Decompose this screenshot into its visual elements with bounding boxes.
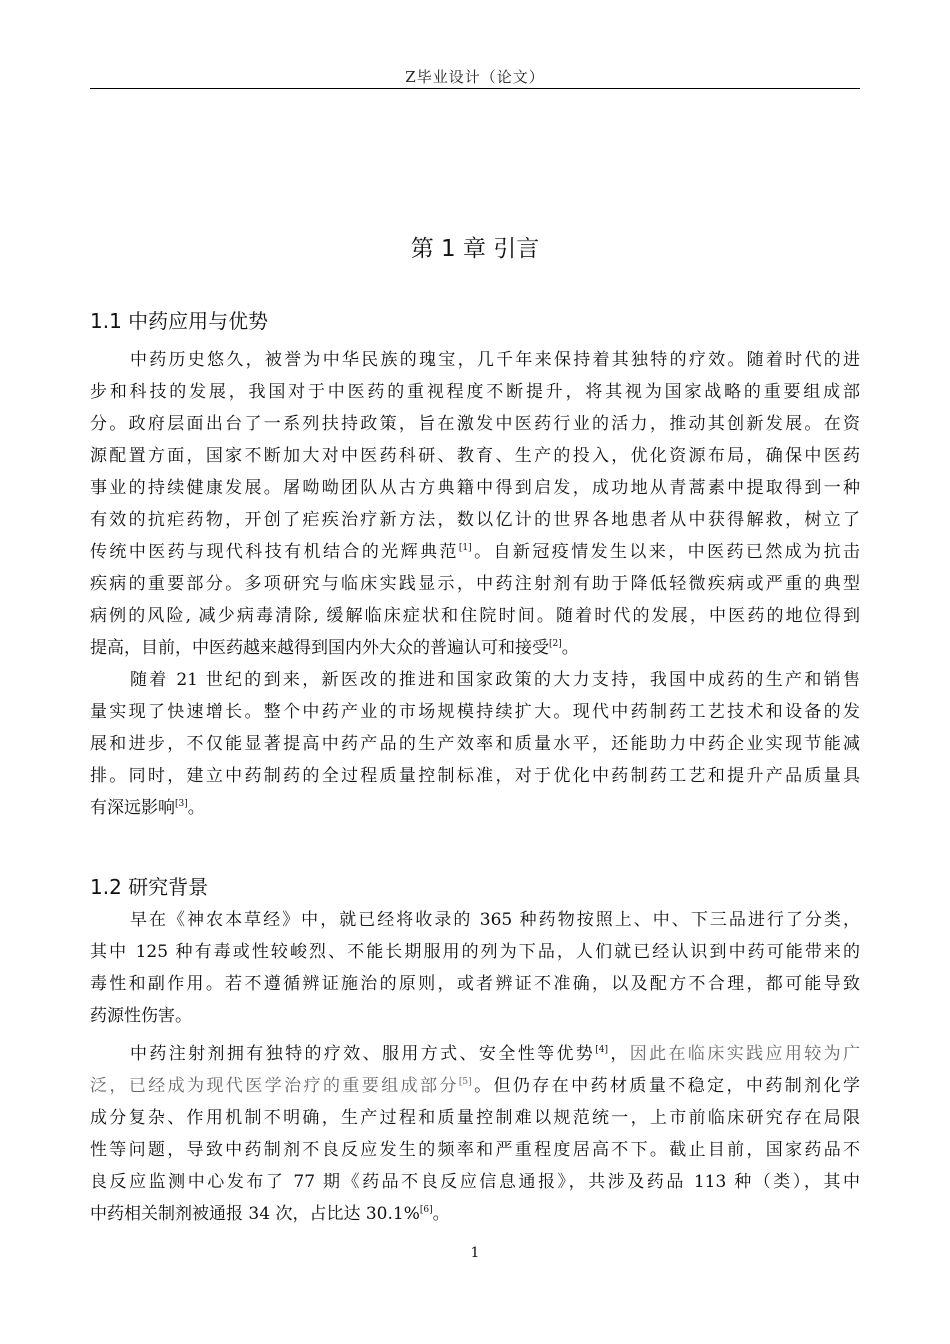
text-segment: 。 — [432, 1204, 450, 1224]
text-line — [90, 568, 860, 600]
text-segment: 中药相关制剂被通报 34 次，占比达 30.1% — [90, 1204, 420, 1224]
section-heading-1-1: 1.1 中药应用与优势 — [90, 309, 269, 333]
text-segment: 早在《神农本草经》中，就已经将收录的 365 种药物按照上、中、下三品进行了分类， — [130, 910, 860, 930]
text-line — [90, 1166, 860, 1198]
text-line — [90, 936, 860, 968]
text-segment: 分。政府层面出台了一系列扶持政策，旨在激发中医药行业的活力，推动其创新发展。在资 — [90, 414, 860, 434]
chapter-title: 第 1 章 引言 — [410, 236, 540, 262]
text-segment: 源配置方面，国家不断加大对中医药科研、教育、生产的投入，优化资源布局，确保中医药 — [90, 446, 860, 466]
page-header: Z毕业设计（论文） — [405, 68, 545, 86]
citation-ref: [6] — [419, 1205, 433, 1215]
text-line — [90, 1038, 860, 1070]
text-line — [90, 696, 860, 728]
text-segment: 。自新冠疫情发生以来，中医药已然成为抗击 — [471, 542, 860, 562]
text-line — [90, 440, 860, 472]
text-line — [90, 408, 860, 440]
text-segment: 疾病的重要部分。多项研究与临床实践显示，中药注射剂有助于降低轻微疾病或严重的典型 — [90, 574, 860, 594]
text-line — [90, 1070, 860, 1102]
text-line — [90, 968, 860, 1000]
citation-ref: [3] — [175, 799, 188, 809]
text-line — [90, 504, 860, 536]
citation-ref: [5] — [458, 1077, 472, 1087]
text-line — [90, 632, 860, 664]
text-segment: 传统中医药与现代科技有机结合的光辉典范 — [90, 542, 459, 562]
text-segment: ， — [608, 1044, 630, 1064]
citation-ref: [4] — [595, 1045, 608, 1055]
text-segment: 因此在临床实践应用较为广 — [629, 1044, 860, 1064]
header-divider — [90, 88, 860, 89]
text-line — [90, 760, 860, 792]
text-line — [90, 472, 860, 504]
text-segment: 事业的持续健康发展。屠呦呦团队从古方典籍中得到启发，成功地从青蒿素中提取得到一种 — [90, 478, 860, 498]
paragraph — [90, 664, 860, 824]
text-segment: 良反应监测中心发布了 77 期《药品不良反应信息通报》，共涉及药品 113 种（类），其中 — [90, 1172, 860, 1192]
text-segment: 有效的抗疟药物，开创了疟疾治疗新方法，数以亿计的世界各地患者从中获得解救，树立了 — [90, 510, 860, 530]
text-segment: 泛，已经成为现代医学治疗的重要组成部分 — [90, 1076, 459, 1096]
text-line — [90, 728, 860, 760]
text-segment: 。但仍存在中药材质量不稳定，中药制剂化学 — [471, 1076, 860, 1096]
citation-ref: [1] — [458, 543, 472, 553]
text-line — [90, 376, 860, 408]
text-line — [90, 792, 860, 824]
text-segment: 随着 21 世纪的到来，新医改的推进和国家政策的大力支持，我国中成药的生产和销售 — [130, 670, 860, 690]
text-segment: 提高，目前，中医药越来越得到国内外大众的普遍认可和接受 — [90, 638, 549, 658]
text-segment: 。 — [187, 798, 205, 818]
text-segment: 中药注射剂拥有独特的疗效、服用方式、安全性等优势 — [130, 1044, 596, 1064]
text-segment: 性等问题，导致中药制剂不良反应发生的频率和严重程度居高不下。截止目前，国家药品不 — [90, 1140, 860, 1160]
text-segment: 中药历史悠久，被誉为中华民族的瑰宝，几千年来保持着其独特的疗效。随着时代的进 — [130, 350, 860, 370]
text-line — [90, 344, 860, 376]
text-segment: 药源性伤害。 — [90, 1006, 192, 1026]
text-line — [90, 664, 860, 696]
text-line — [90, 1198, 860, 1230]
text-segment: 步和科技的发展，我国对于中医药的重视程度不断提升，将其视为国家战略的重要组成部 — [90, 382, 860, 402]
text-segment: 排。同时，建立中药制药的全过程质量控制标准，对于优化中药制药工艺和提升产品质量具 — [90, 766, 860, 786]
text-segment: 病例的风险, 减少病毒清除, 缓解临床症状和住院时间。随着时代的发展，中医药的地位得到 — [90, 606, 860, 626]
text-segment: 。 — [561, 638, 579, 658]
page-number: 1 — [470, 1245, 480, 1261]
text-line — [90, 536, 860, 568]
text-segment: 展和进步，不仅能显著提高中药产品的生产效率和质量水平，还能助力中药企业实现节能减 — [90, 734, 860, 754]
text-segment: 毒性和副作用。若不遵循辨证施治的原则，或者辨证不准确，以及配方不合理，都可能导致 — [90, 974, 860, 994]
paragraph — [90, 904, 860, 1032]
text-segment: 成分复杂、作用机制不明确，生产过程和质量控制难以规范统一，上市前临床研究存在局限 — [90, 1108, 860, 1128]
citation-ref: [2] — [549, 639, 562, 649]
text-line — [90, 1102, 860, 1134]
text-line — [90, 1000, 860, 1032]
text-line — [90, 600, 860, 632]
section-heading-1-2: 1.2 研究背景 — [90, 875, 209, 899]
text-line — [90, 904, 860, 936]
paragraph — [90, 344, 860, 664]
paragraph — [90, 1038, 860, 1230]
text-segment: 量实现了快速增长。整个中药产业的市场规模持续扩大。现代中药制药工艺技术和设备的发 — [90, 702, 860, 722]
text-segment: 其中 125 种有毒或性较峻烈、不能长期服用的列为下品，人们就已经认识到中药可能带来的 — [90, 942, 860, 962]
text-segment: 有深远影响 — [90, 798, 175, 818]
text-line — [90, 1134, 860, 1166]
